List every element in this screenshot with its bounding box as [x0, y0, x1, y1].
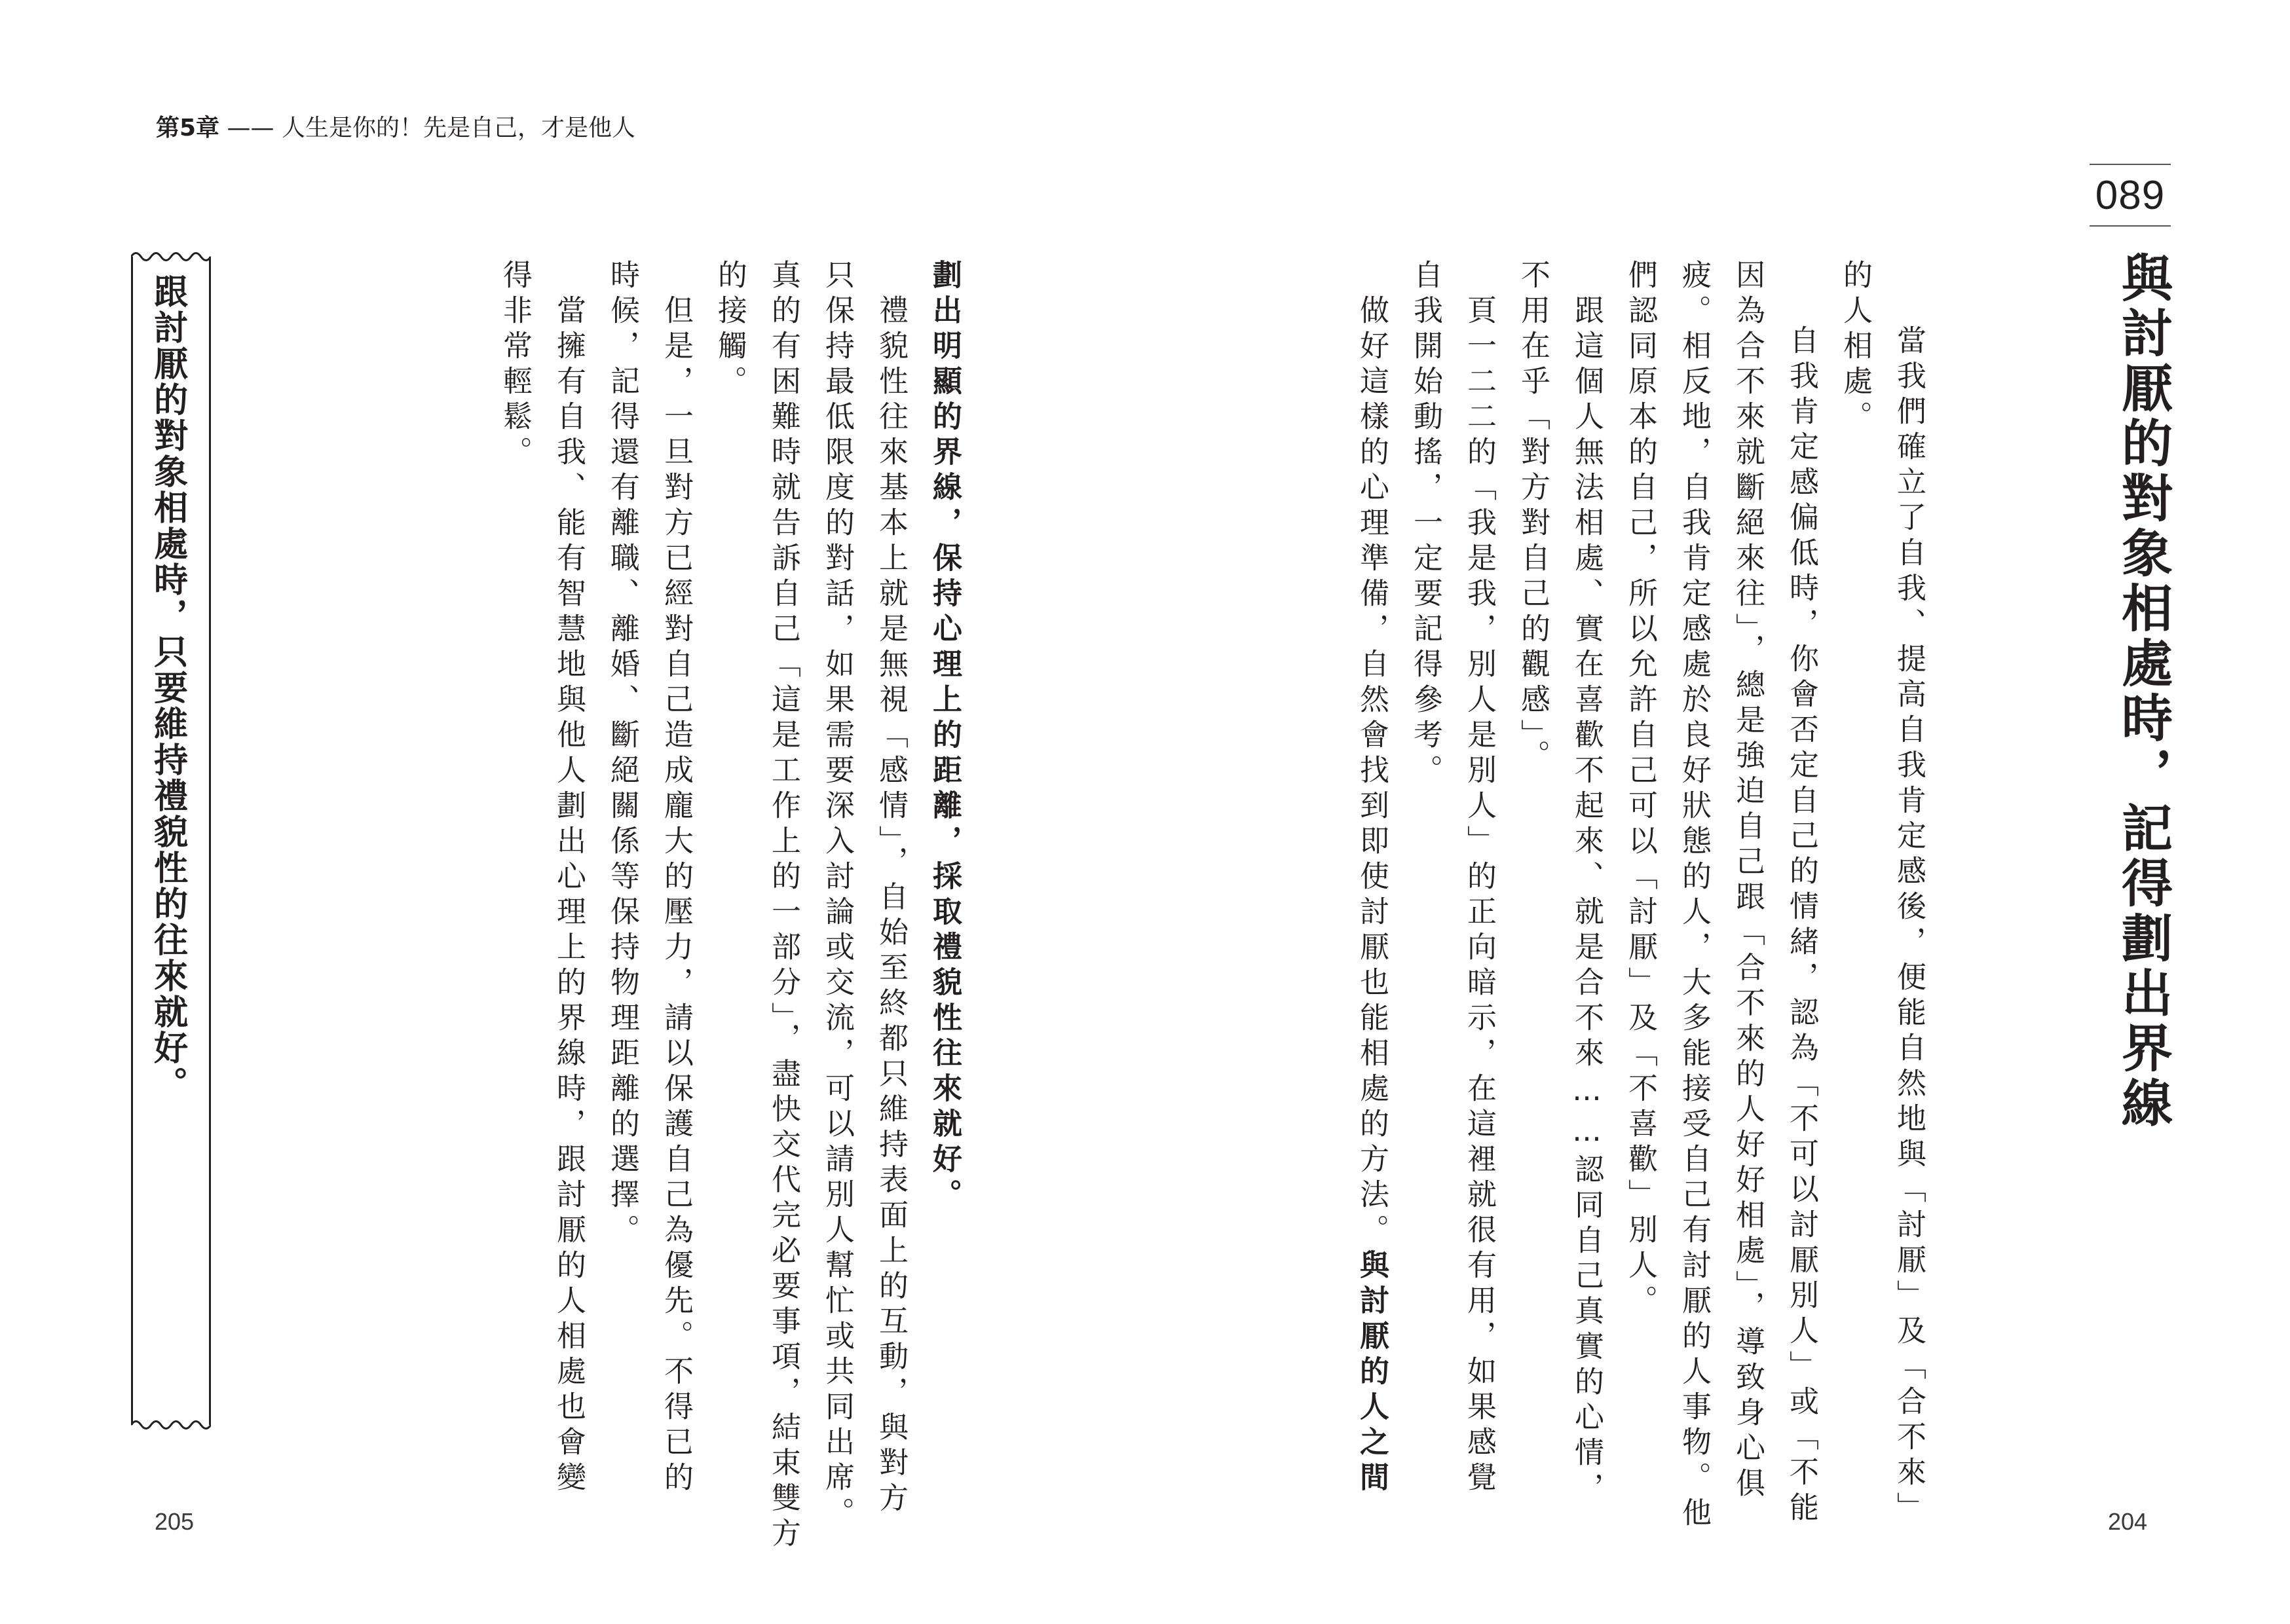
text-run: 疲。相反地，自我肯定感處於良好狀態的人，大多能接受自己有討厭的人事物。他 — [1677, 259, 1712, 1532]
body-column-r2 — [1838, 259, 1873, 436]
page-number-left: 205 — [155, 1508, 195, 1535]
section-number-badge: 089 — [2090, 164, 2171, 227]
body-column-l5 — [715, 259, 745, 401]
body-column-l8 — [554, 259, 584, 1497]
body-column-r3 — [1784, 289, 1819, 1527]
page-number-right: 204 — [2108, 1508, 2148, 1535]
body-column-l3 — [820, 259, 855, 1532]
emphasis-text: 劃出明顯的界線，保持心理上的距離，採取禮貌性往來就好。 — [928, 259, 962, 1214]
running-header — [156, 113, 635, 144]
summary-box — [131, 257, 211, 1425]
summary-text: 跟討厭的對象相處時，只要維持禮貌性的往來就好。 — [147, 274, 187, 1102]
text-run: 只保持最低限度的對話，如果需要深入討論或交流，可以請別人幫忙或共同出席。 — [820, 259, 855, 1532]
body-column-l4 — [766, 259, 801, 1553]
text-run: 跟這個人無法相處、實在喜歡不起來、就是合不來……認同自己真實的心情， — [1569, 259, 1604, 1507]
emphasis-text: 與討厭的人之間 — [1355, 1249, 1389, 1497]
wavy-border-bottom — [131, 1418, 211, 1432]
header-dash: —— — [227, 115, 274, 141]
text-run: 真的有困難時就告訴自己「這是工作上的一部分」，盡快交代完必要事項，結束雙方 — [766, 259, 801, 1553]
body-column-l6 — [659, 259, 694, 1497]
body-column-r1 — [1894, 325, 1924, 1527]
text-run: 的接觸。 — [713, 259, 747, 401]
text-run: 自我開始動搖，一定要記得參考。 — [1408, 259, 1443, 790]
text-run: 的人相處。 — [1838, 259, 1873, 436]
text-run: 自我肯定感偏低時，你會否定自己的情緒，認為「不可以討厭別人」或「不能 — [1784, 289, 1819, 1527]
text-run: 得非常輕鬆。 — [498, 259, 533, 471]
text-run: 不用在乎「對方對自己的觀感」。 — [1516, 259, 1550, 775]
body-column-l9 — [498, 259, 533, 471]
body-column-l2 — [874, 259, 909, 1518]
text-run: 當我們確立了自我、提高自我肯定感後，便能自然地與「討厭」及「合不來」 — [1892, 325, 1926, 1527]
body-column-r7 — [1569, 259, 1604, 1507]
body-column-r5 — [1677, 259, 1712, 1532]
body-column-r9 — [1462, 259, 1497, 1497]
wavy-border-top — [131, 249, 211, 264]
text-run: 時候，記得還有離職、離婚、斷絕關係等保持物理距離的選擇。 — [605, 259, 640, 1249]
text-run: 頁一二二的「我是我，別人是別人」的正向暗示，在這裡就很有用，如果感覺 — [1462, 259, 1497, 1497]
text-run: 禮貌性往來基本上就是無視「感情」，自始至終都只維持表面上的互動，與對方 — [874, 259, 909, 1518]
text-run: 但是，一旦對方已經對自己造成龐大的壓力，請以保護自己為優先。不得已的 — [659, 259, 694, 1497]
body-column-l7 — [605, 259, 640, 1249]
body-column-r6 — [1623, 259, 1658, 1320]
body-column-r4 — [1733, 259, 1763, 1503]
text-run: 當擁有自我、能有智慧地與他人劃出心理上的界線時，跟討厭的人相處也會變 — [552, 259, 586, 1497]
text-run: 因為合不來就斷絕來往」，總是強迫自己跟「合不來的人好好相處」，導致身心俱 — [1731, 259, 1765, 1503]
body-column-r11 — [1357, 259, 1387, 1497]
chapter-label: 第5章 — [156, 115, 220, 141]
chapter-title: 人生是你的！先是自己，才是他人 — [281, 115, 635, 141]
body-column-r8 — [1518, 259, 1548, 775]
body-column-l1 — [930, 259, 960, 1214]
section-title: 與討厭的對象相處時，記得劃出界線 — [2113, 251, 2172, 1132]
text-run: 做好這樣的心理準備，自然會找到即使討厭也能相處的方法。 — [1355, 259, 1389, 1249]
text-run: 們認同原本的自己，所以允許自己可以「討厭」及「不喜歡」別人。 — [1623, 259, 1658, 1320]
body-column-r10 — [1408, 259, 1443, 790]
